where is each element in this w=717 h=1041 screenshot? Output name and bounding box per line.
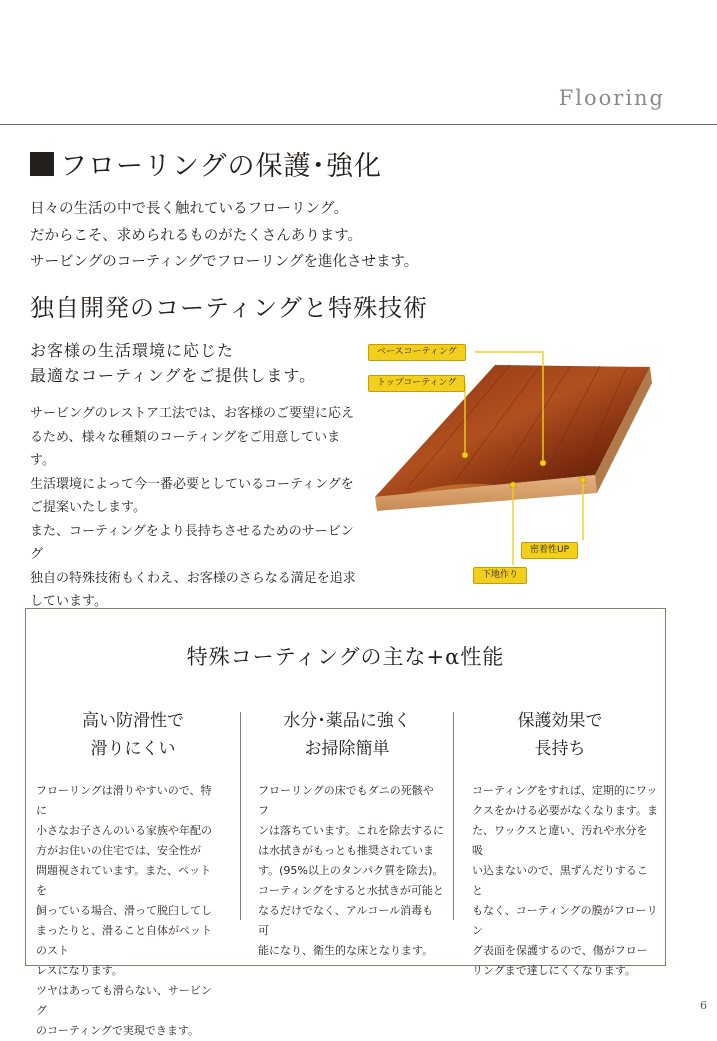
section1-heading bbox=[30, 144, 382, 183]
section2-body: サービングのレストア工法では、お客様のご要望に応え るため、様々な種類のコーティングをご用意しています。 生活環境によって今一番必要としているコーティングを ご提案いたします。 また、コーティングをより長持ちさせるためのサービング 独自の特殊技術もくわえ、お客様のさらなる満足を追求 しています。 bbox=[30, 406, 356, 609]
label-base-coating: ベースコーティング bbox=[368, 344, 466, 361]
label-top-coating: トップコーティング bbox=[368, 375, 465, 392]
features-title: 特殊コーティングの主な+α性能 bbox=[186, 645, 505, 669]
section1-intro: 日々の生活の中で長く触れているフローリング。 だからこそ、求められるものがたくさんあります。 サービングのコーティングでフローリングを進化させます。 bbox=[30, 201, 419, 270]
section2-title: 独自開発のコーティングと特殊技術 bbox=[30, 294, 429, 322]
feature-heading-resistance: 水分･薬品に強く お掃除簡単 bbox=[283, 711, 411, 759]
feature-heading-anti-slip: 高い防滑性で 滑りにくい bbox=[82, 711, 184, 759]
column-divider bbox=[453, 712, 454, 920]
section1-title: フローリングの保護･強化 bbox=[60, 151, 382, 182]
page-number: 6 bbox=[700, 999, 707, 1012]
label-adhesion-up: 密着性UP bbox=[521, 542, 578, 559]
feature-heading-durability: 保護効果で 長持ち bbox=[517, 711, 603, 759]
flooring-coating-diagram bbox=[365, 335, 685, 590]
label-preparation: 下地作り bbox=[473, 567, 527, 584]
column-divider bbox=[240, 712, 241, 920]
heading-square-icon bbox=[30, 152, 54, 176]
page-header-title: Flooring bbox=[558, 86, 665, 110]
feature-body-resistance: フローリングの床でもダニの死骸やフ ンは落ちています。これを除去するに は水拭きがもっとも推奨されていま す。(95%以上のタンパク質を除去)。 コーティングをすると水拭きが可能と なるだけでなく、アルコール消毒も可 能になり、衛生的な床となります。 bbox=[258, 784, 445, 957]
feature-body-anti-slip: フローリングは滑りやすいので、特に 小さなお子さんのいる家族や年配の 方がお住いの住宅では、安全性が 問題視されています。また、ペットを 飼っている場合、滑って脱臼してし まったりと、滑ること自体がペットのスト レスになります。 ツヤはあっても滑らない、サービング のコーティングで実現できます。 bbox=[36, 784, 212, 1037]
features-panel bbox=[25, 608, 666, 1037]
header-rule bbox=[0, 124, 717, 125]
feature-body-durability: コーティングをすれば、定期的にワッ クスをかける必要がなくなります。ま た、ワックスと違い、汚れや水分を吸 い込まないので、黒ずんだりすること もなく、コーティングの膜がフローリン グ表面を保護するので、傷がフロー リングまで達しにくくなります。 bbox=[472, 784, 659, 977]
section2-lead: お客様の生活環境に応じた 最適なコーティングをご提供します。 bbox=[30, 341, 317, 385]
